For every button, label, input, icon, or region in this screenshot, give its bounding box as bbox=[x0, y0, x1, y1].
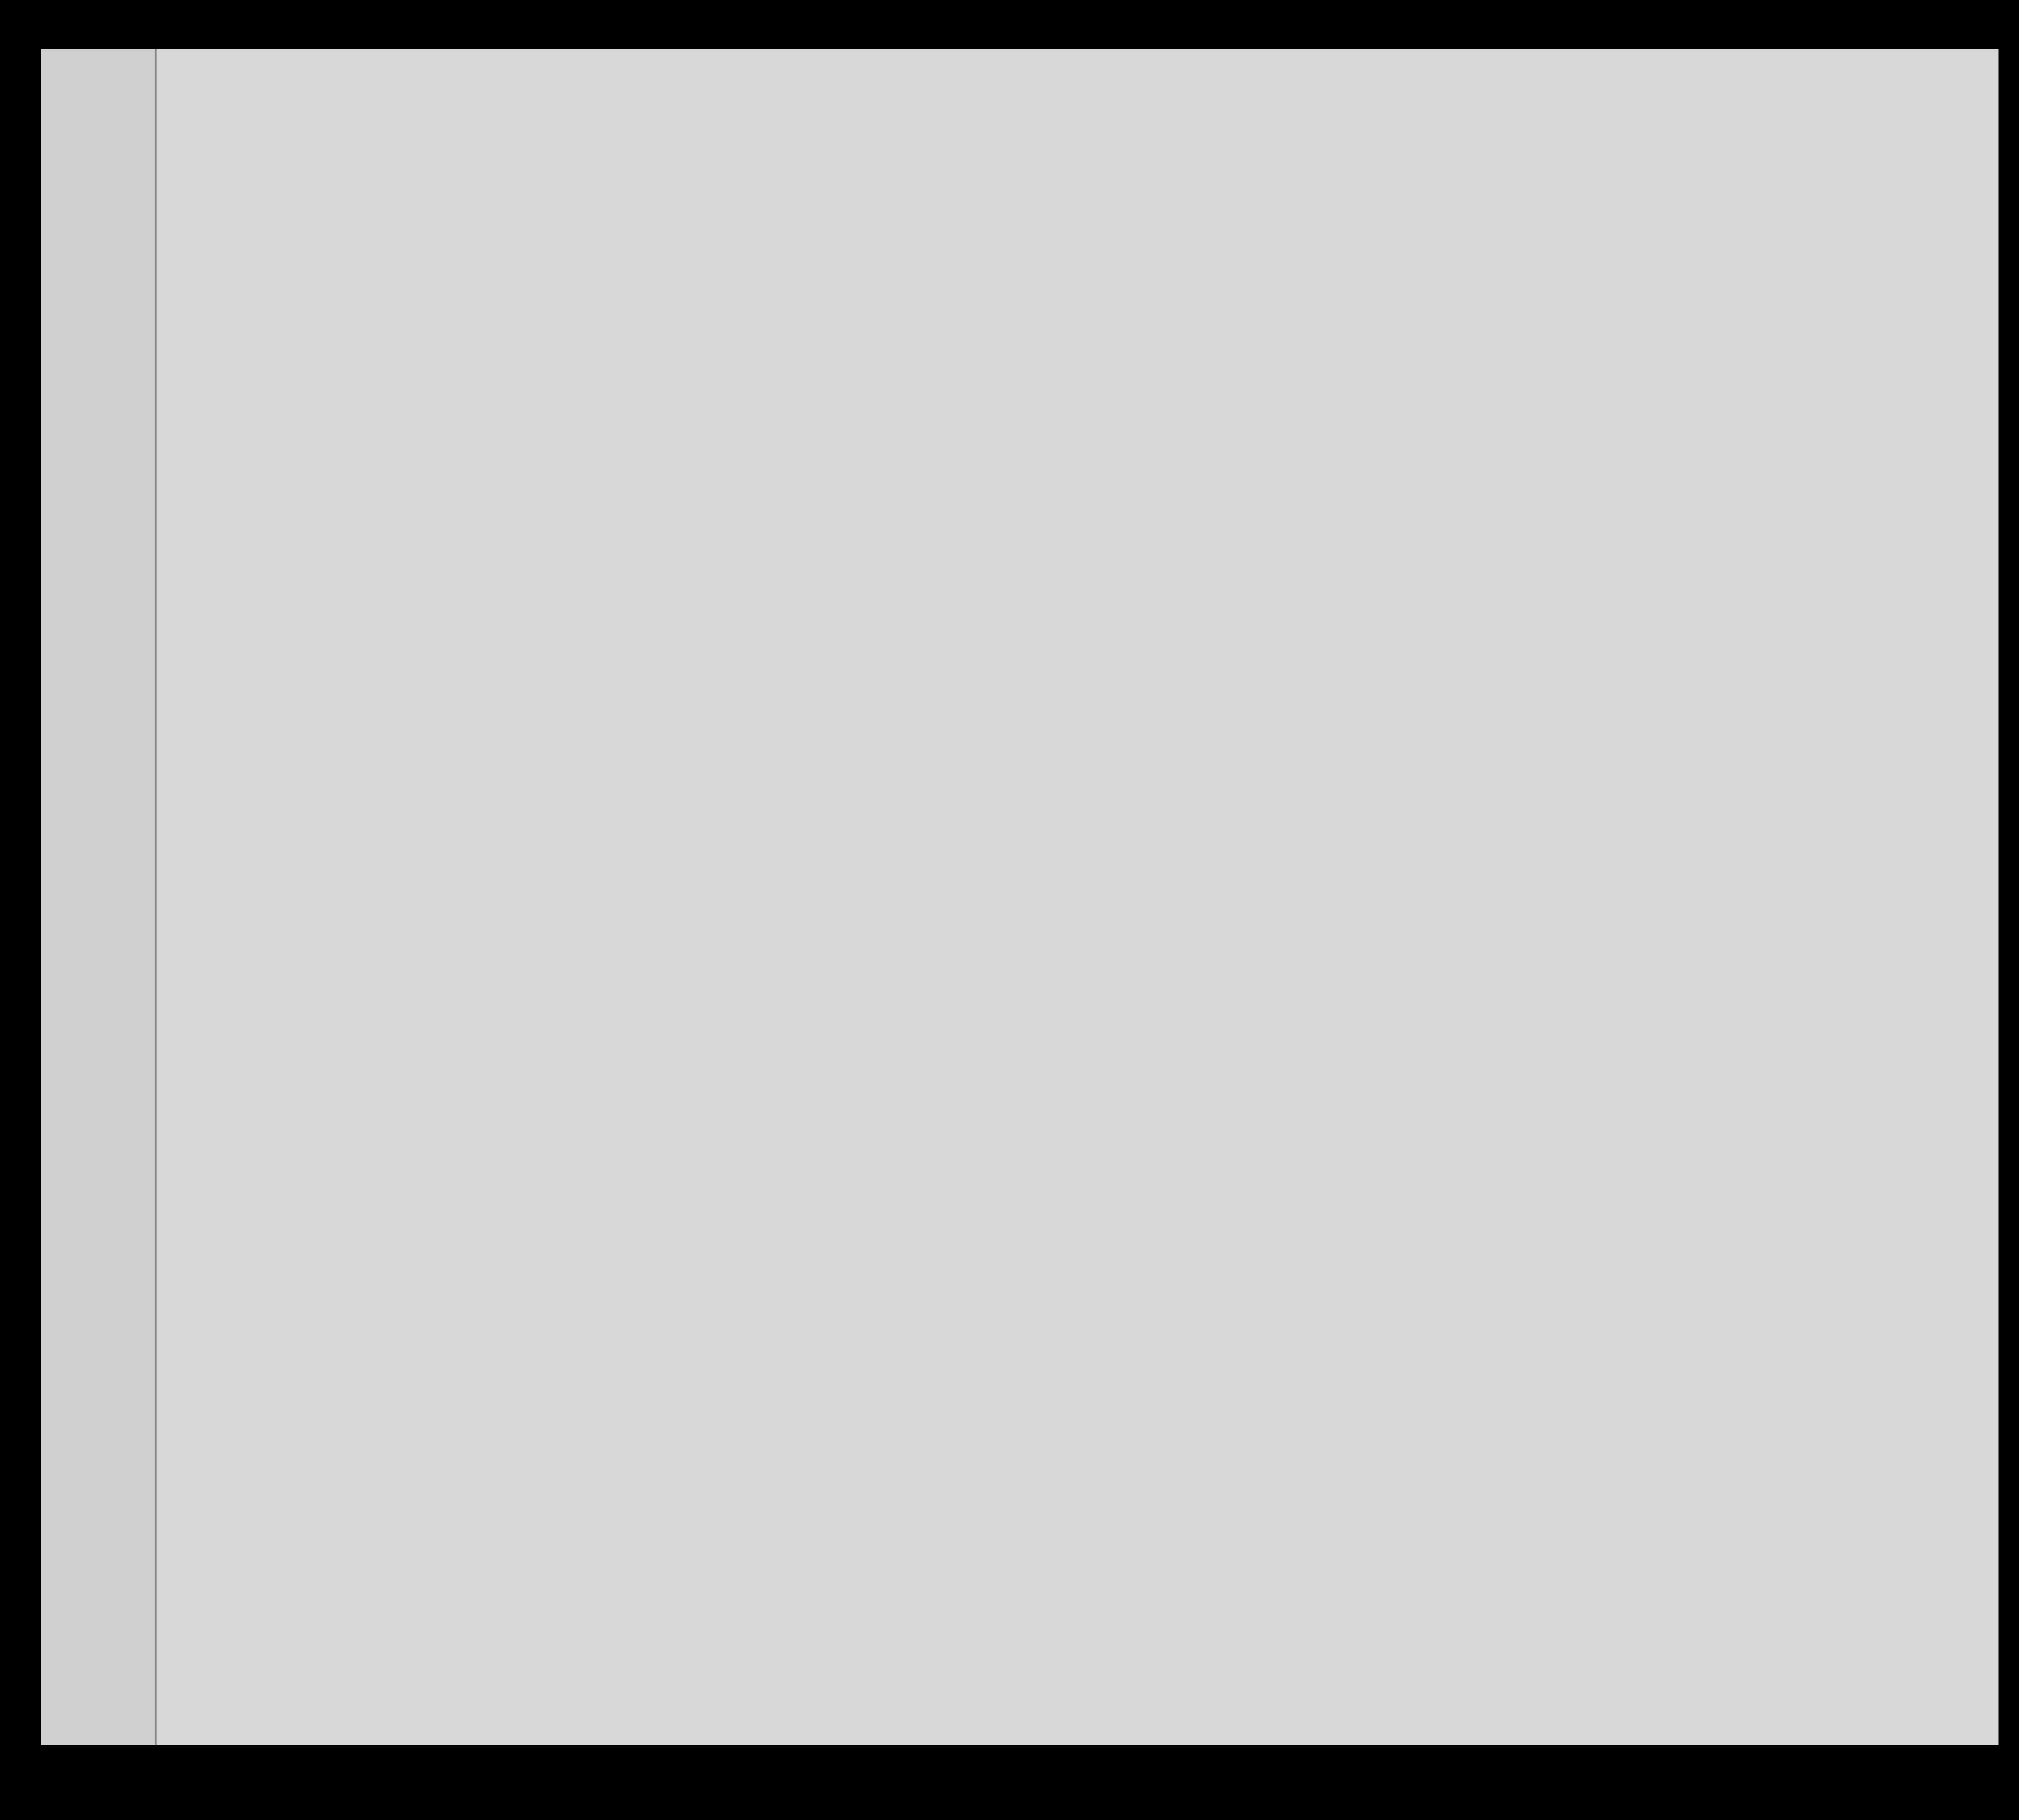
table-grid bbox=[41, 49, 1998, 1745]
manifest-sheet bbox=[41, 49, 1998, 1745]
